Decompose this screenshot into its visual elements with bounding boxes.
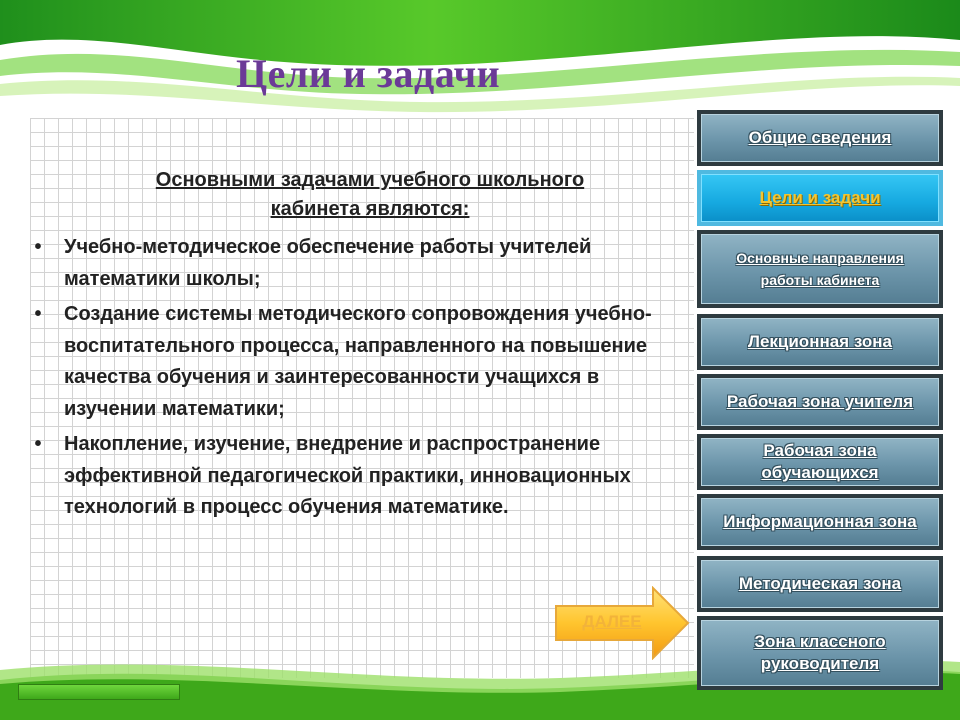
task-text: Создание системы методического сопровождения учебно-воспитательного процесса, направленного на повышение качества обучения и заинтересованности учащихся в изучении математики; (64, 303, 652, 420)
bullet-icon: • (34, 433, 42, 455)
nav-button-methodical-zone[interactable] (697, 556, 943, 612)
footer-bar (18, 684, 180, 700)
nav-label: Лекционная зона (748, 332, 892, 351)
next-button[interactable]: ДАЛЕЕ (582, 612, 642, 631)
nav-label: Рабочая зона обучающихся (761, 441, 879, 482)
nav-button-goals-tasks[interactable] (697, 170, 943, 226)
list-item (28, 232, 668, 295)
list-item (28, 429, 668, 524)
nav-label: Зона классного руководителя (754, 632, 886, 673)
nav-label: Рабочая зона учителя (726, 392, 914, 411)
nav-button-lecture-zone[interactable] (697, 314, 943, 370)
task-text: Накопление, изучение, внедрение и распространение эффективной педагогической практики, инновационных технологий в процесс обучения математике. (64, 433, 631, 518)
nav-label: Методическая зона (738, 574, 902, 593)
nav-label: Информационная зона (723, 512, 917, 531)
intro-line-2: кабинета являются: (270, 198, 470, 220)
bullet-icon: • (34, 303, 42, 325)
task-list (28, 232, 668, 528)
nav-button-students-zone[interactable] (697, 434, 943, 490)
intro-line-1: Основными задачами учебного школьного (155, 169, 585, 191)
page-title: Цели и задачи (236, 51, 501, 96)
nav-button-main-directions[interactable] (697, 230, 943, 308)
nav-label: Основные направления работы кабинета (736, 250, 904, 288)
nav-button-class-teacher-zone[interactable] (697, 616, 943, 690)
nav-label: Общие сведения (748, 128, 892, 147)
nav-button-general-info[interactable] (697, 110, 943, 166)
list-item (28, 299, 668, 425)
bullet-icon: • (34, 236, 42, 258)
nav-button-info-zone[interactable] (697, 494, 943, 550)
task-text: Учебно-методическое обеспечение работы учителей математики школы; (64, 236, 592, 290)
nav-button-teacher-zone[interactable] (697, 374, 943, 430)
nav-label: Цели и задачи (759, 188, 881, 207)
intro-text (100, 166, 640, 224)
